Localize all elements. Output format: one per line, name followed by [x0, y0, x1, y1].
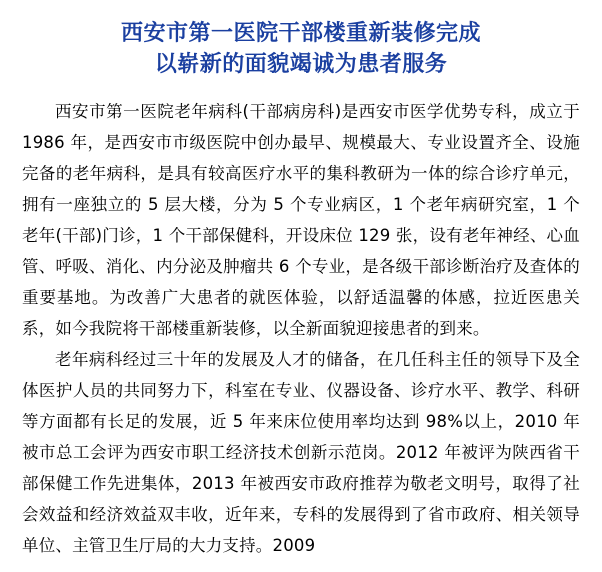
paragraph: 老年病科经过三十年的发展及人才的储备，在几任科主任的领导下及全体医护人员的共同努力下，科室在专业、仪器设备、诊疗水平、教学、科研等方面都有长足的发展，近 5 年来床位使用率均达到 98%以上，2010 年被市总工会评为西安市职工经济技术创新示范岗。2012 年被评为陕西省干部保健工作先进集体，2013 年被西安市政府推荐为敬老文明号，取得了社会效益和经济效益双丰收，近年来，专科的发展得到了省市政府、相关领导单位、主管卫生厅局的大力支持。2009 — [22, 350, 580, 555]
page-title-line-2: 以崭新的面貌竭诚为患者服务 — [154, 52, 448, 77]
document-body — [22, 96, 580, 561]
page-title — [22, 18, 580, 80]
paragraph: 西安市第一医院老年病科(干部病房科)是西安市医学优势专科，成立于 1986 年，是西安市市级医院中创办最早、规模最大、专业设置齐全、设施完备的老年病科，是具有较高医疗水平的集科教研为一体的综合诊疗单元，拥有一座独立的 5 层大楼，分为 5 个专业病区，1 个老年病研究室，1 个老年(干部)门诊，1 个干部保健科，开设床位 129 张，设有老年神经、心血管、呼吸、消化、内分泌及肿瘤共 6 个专业，是各级干部诊断治疗及查体的重要基地。为改善广大患者的就医体验，以舒适温馨的体感，拉近医患关系，如今我院将干部楼重新装修，以全新面貌迎接患者的到来。 — [22, 102, 580, 338]
page-title-line-1: 西安市第一医院干部楼重新装修完成 — [120, 21, 481, 46]
